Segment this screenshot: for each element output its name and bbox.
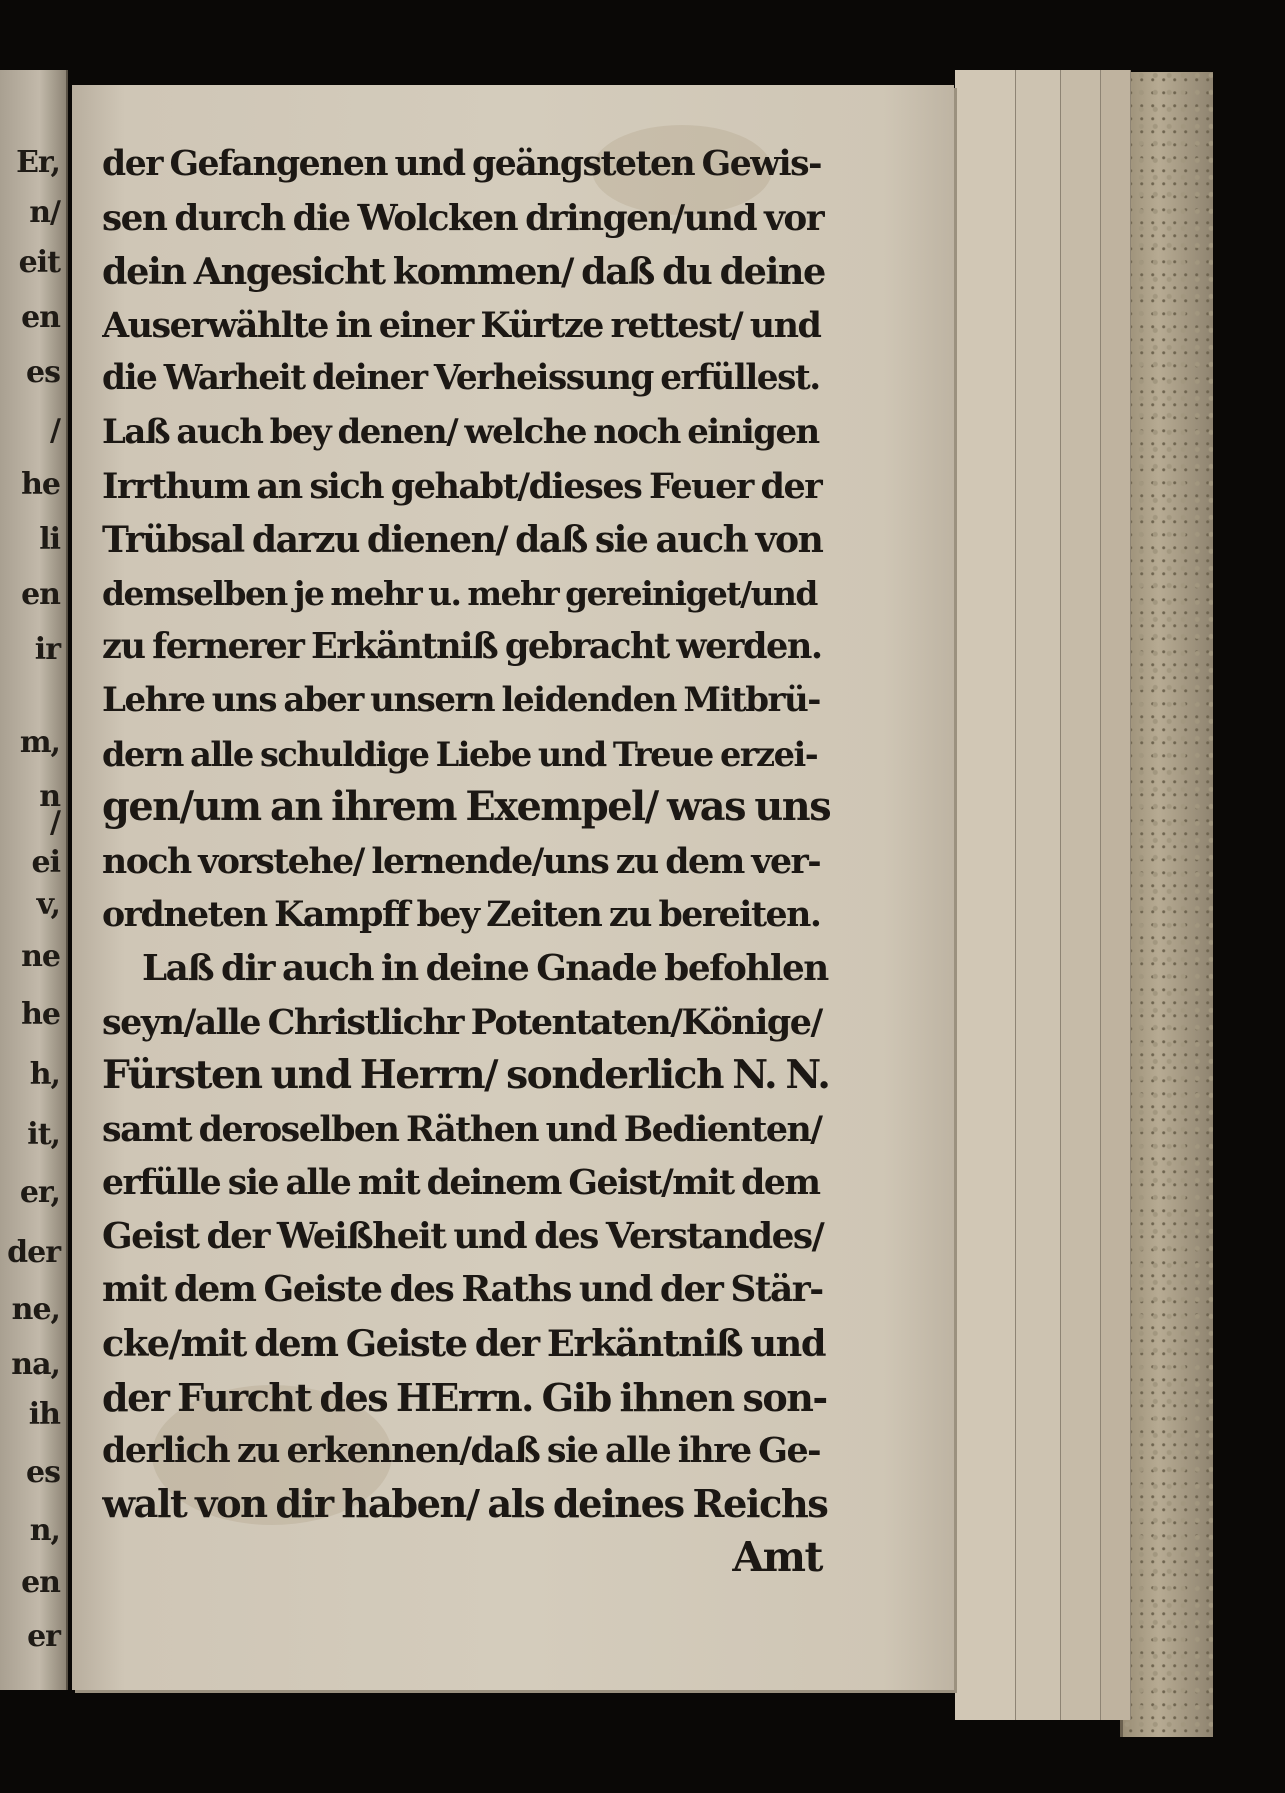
- left-page-fragment: li: [39, 522, 60, 557]
- text-line: samt deroselben Räthen und Bedienten/: [102, 1108, 822, 1150]
- text-line: noch vorstehe/ lernende/uns zu dem ver-: [102, 840, 821, 882]
- left-page-fragment: en: [21, 300, 60, 335]
- text-line: Lehre uns aber unsern leidenden Mitbrü-: [102, 679, 820, 720]
- left-page-fragment: he: [21, 467, 60, 502]
- left-page-fragment: h,: [29, 1057, 60, 1092]
- text-line: erfülle sie alle mit deinem Geist/mit dem: [102, 1162, 820, 1204]
- text-line: Auserwählte in einer Kürtze rettest/ und: [102, 304, 821, 346]
- text-line: derlich zu erkennen/daß sie alle ihre Ge-: [102, 1430, 821, 1472]
- text-line: ordneten Kampff bey Zeiten zu bereiten.: [102, 894, 821, 936]
- text-line: Trübsal darzu dienen/ daß sie auch von: [102, 518, 823, 562]
- left-page-fragment: ne: [21, 939, 60, 974]
- left-page-fragment: der: [7, 1235, 60, 1270]
- text-line: Laß dir auch in deine Gnade befohlen: [142, 946, 828, 989]
- text-line: walt von dir haben/ als deines Reichs: [102, 1481, 828, 1527]
- left-page-fragment: ei: [31, 845, 60, 880]
- text-line: demselben je mehr u. mehr gereiniget/und: [102, 573, 817, 613]
- left-page-fragment: er,: [19, 1175, 60, 1210]
- text-line: dein Angesicht kommen/ daß du deine: [102, 250, 825, 294]
- left-page-fragment: es: [26, 1455, 60, 1490]
- left-page-fragment: ir: [34, 632, 60, 667]
- page-edge: [955, 70, 1016, 1720]
- text-line: Fürsten und Herrn/ sonderlich N. N.: [102, 1052, 830, 1099]
- text-line: sen durch die Wolcken dringen/und vor: [102, 196, 824, 239]
- text-line: der Furcht des HErrn. Gib ihnen son-: [102, 1374, 827, 1420]
- left-page-fragment: n: [39, 779, 60, 814]
- left-page-fragment: en: [21, 577, 60, 612]
- text-line: seyn/alle Christlichr Potentaten/Könige/: [102, 1001, 822, 1043]
- text-line: cke/mit dem Geiste der Erkäntniß und: [102, 1322, 826, 1366]
- left-page-fragment: ne,: [11, 1292, 60, 1327]
- left-page-fragment: eit: [18, 245, 60, 280]
- left-page-fragment: it,: [27, 1117, 60, 1152]
- text-line: mit dem Geiste des Raths und der Stär-: [102, 1268, 823, 1311]
- left-page-fragment: es: [26, 355, 60, 390]
- text-line: Laß auch bey denen/ welche noch einigen: [102, 411, 819, 452]
- left-page-fragment: ih: [28, 1397, 60, 1432]
- text-line: gen/um an ihrem Exempel/ was uns: [102, 784, 831, 831]
- text-line: Geist der Weißheit und des Verstandes/: [102, 1214, 824, 1257]
- left-page-edge: [0, 70, 68, 1690]
- text-line: dern alle schuldige Liebe und Treue erzei-: [102, 733, 818, 774]
- left-page-fragment: Er,: [16, 145, 60, 180]
- text-line: zu fernerer Erkäntniß gebracht werden.: [102, 626, 822, 668]
- left-page-fragment: n/: [29, 195, 60, 230]
- text-line: Irrthum an sich gehabt/dieses Feuer der: [102, 465, 822, 507]
- left-page-fragment: n,: [29, 1513, 60, 1548]
- page-text: [102, 138, 832, 1585]
- left-page-fragment: en: [21, 1565, 60, 1600]
- left-page-fragment: m,: [19, 725, 60, 760]
- left-page-fragment: /: [50, 805, 60, 840]
- left-page-fragment: er: [27, 1619, 60, 1654]
- text-line: der Gefangenen und geängsteten Gewis-: [102, 144, 821, 184]
- book-cover-edge: [1120, 72, 1213, 1737]
- catchword: Amt: [732, 1533, 822, 1582]
- left-page-fragment: v,: [36, 887, 60, 922]
- left-page-fragment: na,: [11, 1347, 60, 1382]
- text-line: die Warheit deiner Verheissung erfüllest.: [102, 358, 820, 399]
- left-page-fragment: he: [21, 997, 60, 1032]
- left-page-fragment: /: [50, 413, 60, 448]
